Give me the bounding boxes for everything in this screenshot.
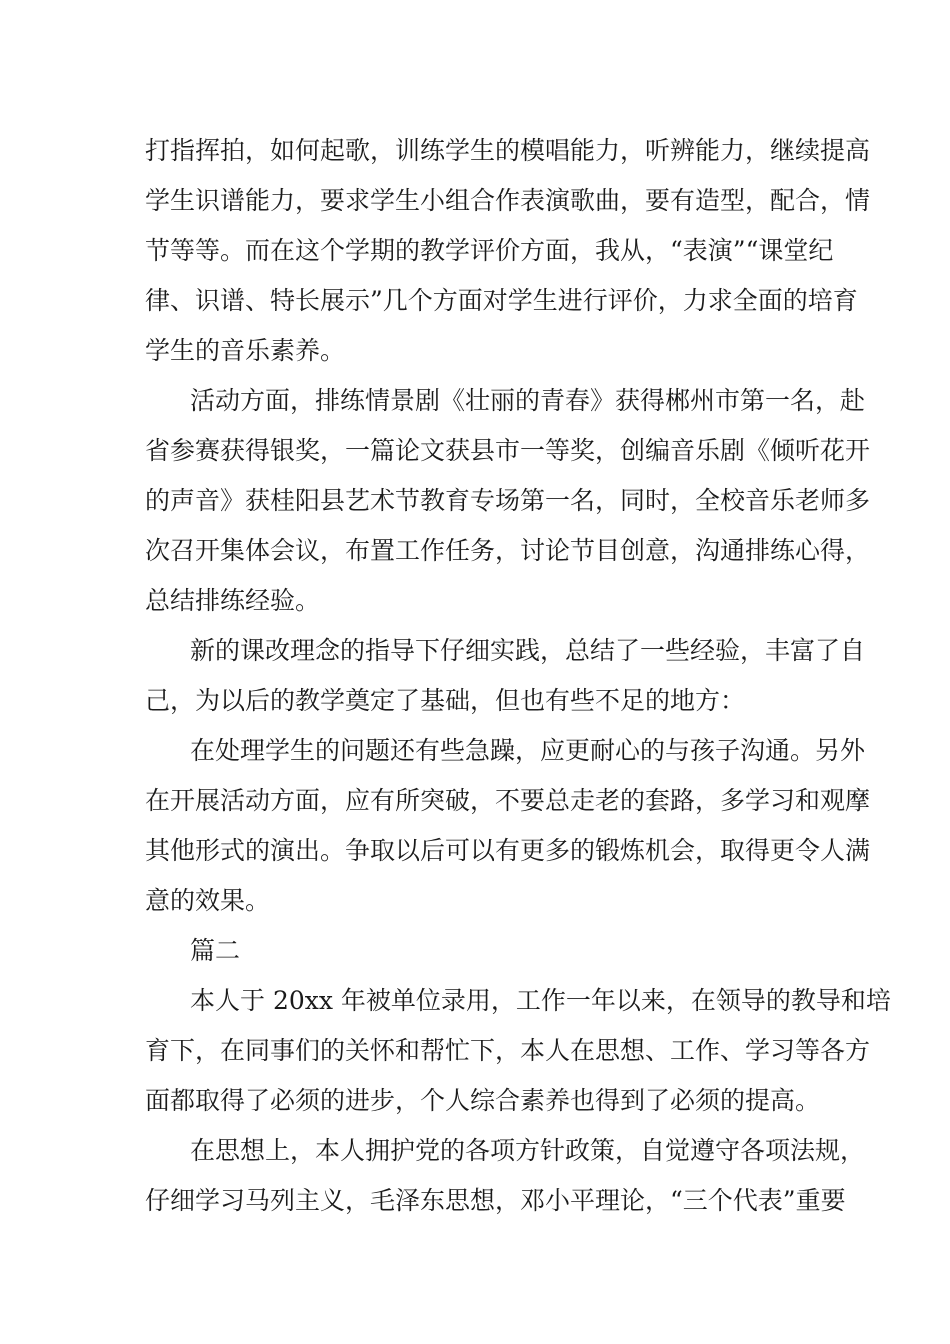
text-line: 活动方面，排练情景剧《壮丽的青春》获得郴州市第一名，赴 [190, 386, 866, 415]
text-line: 新的课改理念的指导下仔细实践，总结了一些经验，丰富了自 [190, 636, 866, 665]
paragraph [145, 626, 866, 726]
text-line: 在思想上，本人拥护党的各项方针政策，自觉遵守各项法规， [190, 1136, 866, 1165]
text-line: 省参赛获得银奖，一篇论文获县市一等奖，创编音乐剧《倾听花开 [145, 436, 871, 465]
text-line: 己，为以后的教学奠定了基础，但也有些不足的地方： [145, 686, 746, 715]
text-line: 在开展活动方面，应有所突破，不要总走老的套路，多学习和观摩 [145, 786, 871, 815]
text-line: 律、识谱、特长展示”几个方面对学生进行评价，力求全面的培育 [145, 286, 858, 315]
paragraph [145, 726, 871, 926]
text-line: 打指挥拍，如何起歌，训练学生的模唱能力，听辨能力，继续提高 [145, 136, 871, 165]
text-line: 其他形式的演出。争取以后可以有更多的锻炼机会，取得更令人满 [145, 836, 871, 865]
text-line: 的声音》获桂阳县艺术节教育专场第一名，同时，全校音乐老师多 [145, 486, 871, 515]
section-heading [145, 926, 807, 976]
paragraph [145, 976, 891, 1126]
paragraph [145, 126, 871, 376]
text-line: 节等等。而在这个学期的教学评价方面，我从，“表演”“课堂纪 [145, 236, 834, 265]
text-line: 面都取得了必须的进步，个人综合素养也得到了必须的提高。 [145, 1086, 821, 1115]
text-line: 次召开集体会议，布置工作任务，讨论节目创意，沟通排练心得， [145, 536, 871, 565]
text-line: 总结排练经验。 [145, 586, 321, 615]
text-line: 学生识谱能力，要求学生小组合作表演歌曲，要有造型，配合，情 [145, 186, 871, 215]
text-line: 育下，在同事们的关怀和帮忙下，本人在思想、工作、学习等各方 [145, 1036, 871, 1065]
text-line: 意的效果。 [145, 886, 271, 915]
text-line: 仔细学习马列主义，毛泽东思想，邓小平理论，“三个代表”重要 [145, 1186, 846, 1215]
section-title: 篇二 [190, 936, 241, 965]
text-line: 学生的音乐素养。 [145, 336, 346, 365]
paragraph [145, 1126, 866, 1226]
document-body [145, 126, 891, 1226]
text-line: 本人于 20xx 年被单位录用，工作一年以来，在领导的教导和培 [190, 986, 891, 1015]
text-line: 在处理学生的问题还有些急躁，应更耐心的与孩子沟通。另外 [190, 736, 866, 765]
paragraph [145, 376, 871, 626]
